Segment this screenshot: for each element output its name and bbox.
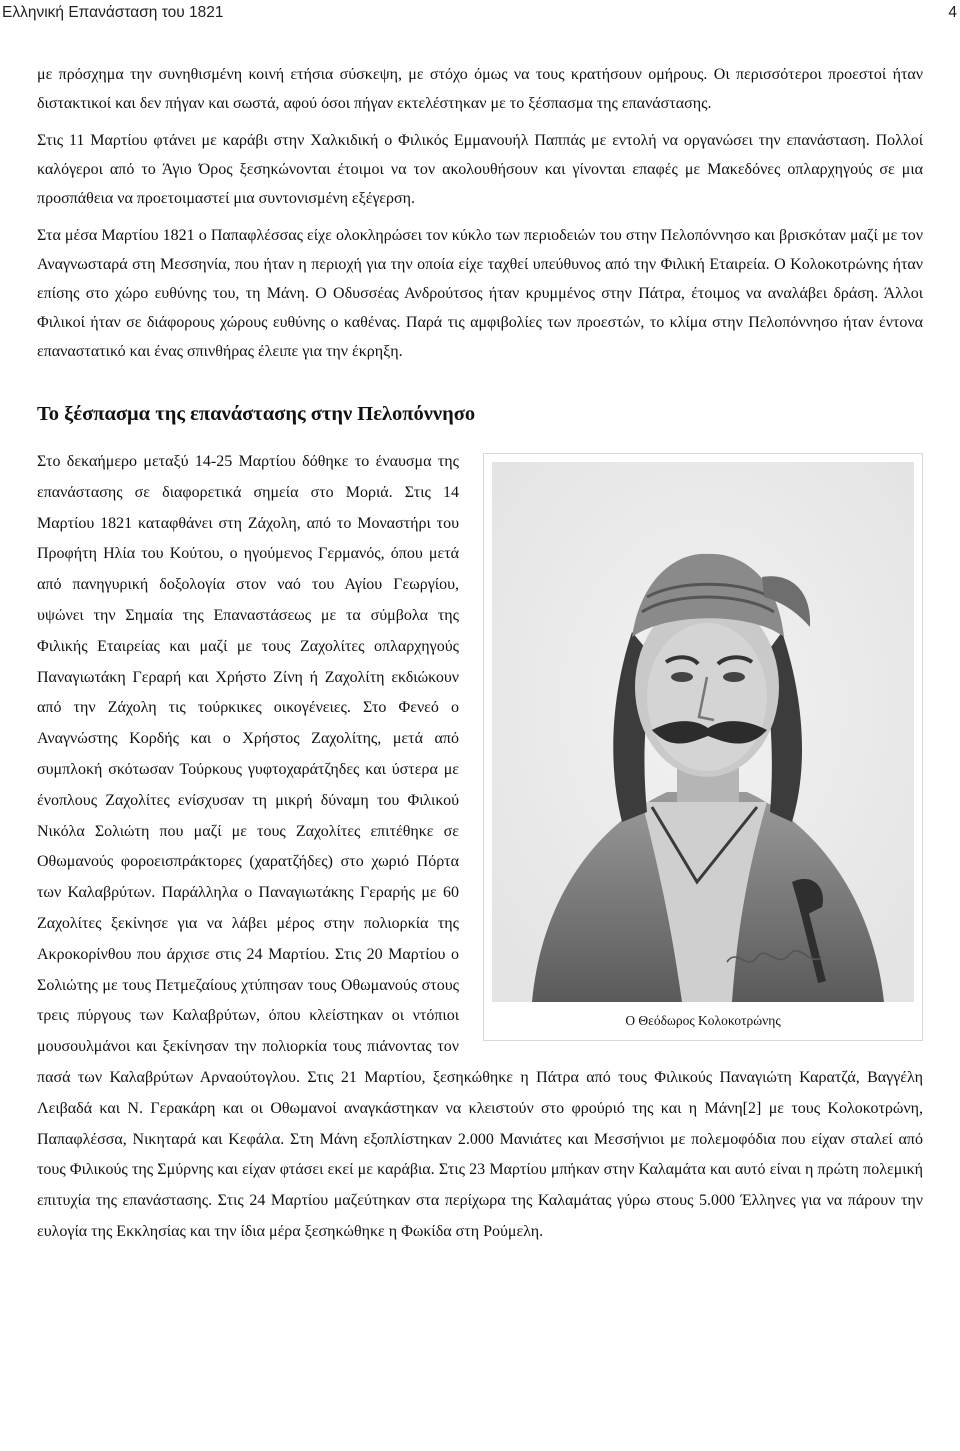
running-title: Ελληνική Επανάσταση του 1821	[2, 4, 224, 21]
page-number: 4	[948, 4, 957, 21]
paragraph-1: με πρόσχημα την συνηθισμένη κοινή ετήσια σύσκεψη, με στόχο όμως να τους κρατήσουν ομήρους. Οι περισσότεροι προεστοί ήταν διστακτικοί και δεν πήγαν και σωστά, αφού όσοι πήγαν εκτελέστηκαν με το ξέσπασμα της επανάστασης.	[37, 66, 923, 112]
page-header	[0, 0, 960, 30]
paragraph-3: Στα μέσα Μαρτίου 1821 ο Παπαφλέσσας είχε ολοκληρώσει τον κύκλο των περιοδειών του στην Πελοπόννησο και βρισκόταν μαζί με τον Αναγνωσταρά στη Μεσσηνία, που ήταν η περιοχή για την οποία είχε ταχθεί υπεύθυνος από την Φιλική Εταιρεία. Ο Κολοκοτρώνης ήταν επίσης στο χώρο ευθύνης του, τη Μάνη. Ο Οδυσσέας Ανδρούτσος ήταν κρυμμένος στην Πάτρα, έτοιμος να αναλάβει δράση. Άλλοι Φιλικοί ήταν σε διάφορους χώρους ευθύνης ο καθένας. Παρά τις αμφιβολίες των προεστών, το κλίμα στην Πελοπόννησο ήταν έντονα επαναστατικό και ένας σπινθήρας έλειπε για την έκρηξη.	[37, 227, 923, 360]
figure-caption: Ο Θεόδωρος Κολοκοτρώνης	[625, 1013, 781, 1028]
section-body: Στο δεκαήμερο μεταξύ 14-25 Μαρτίου δόθηκε το έναυσμα της επανάστασης σε διαφορετικά σημεία στο Μοριά. Στις 14 Μαρτίου 1821 καταφθάνει στη Ζάχολη, από το Μοναστήρι του Προφήτη Ηλία του Κούτου, ο ηγούμενος Γερμανός, όπου μετά από πανηγυρική δοξολογία στον ναό του Αγίου Γεωργίου, υψώνει την Σημαία της Επαναστάσεως με τα σύμβολα της Φιλικής Εταιρείας και μαζί με τους Ζαχολίτες οπλαρχηγούς Παναγιωτάκη Γεραρή και Χρήστο Ζίνη ή Ζαχολίτη εκδιώκουν από την Ζάχολη τις τούρκικες οικογένειες. Στο Φενεό ο Αναγνώστης Κορδής και ο Χρήστος Ζαχολίτης, μετά από συμπλοκή σκότωσαν Τούρκους γυφτοχαράτζηδες και ύστερα με ένοπλους Ζαχολίτες ενίσχυσαν τη μικρή δύναμη του Φιλικού Νικόλα Σολιώτη που μαζί με τους Ζαχολίτες επιτέθηκε σε Οθωμανούς φοροεισπράκτορες (χαρατζήδες) στο χωριό Πόρτα των Καλαβρύτων. Παράλληλα ο Παναγιωτάκης Γεραρής με 60 Ζαχολίτες ξεκίνησε για να λάβει μέρος στην πολιορκία της Ακροκορίνθου που άρχισε στις 24 Μαρτίου. Στις 20 Μαρτίου ο Σολιώτης με τους Πετμεζαίους χτύπησαν τους Οθωμανούς στους τρεις πύργους των Καλαβρύτων, όπου κλείστηκαν οι ντόπιοι μουσουλμάνοι και ξεκίνησαν την πολιορκία τους πιάνοντας τον πασά των Καλαβρύτων Αρναούτογλου. Στις 21 Μαρτίου, ξεσηκώθηκε η Πάτρα από τους Φιλικούς Παναγιώτη Καρατζά, Βαγγέλη Λειβαδά και Ν. Γερακάρη και οι Οθωμανοί αναγκάστηκαν να κλειστούν στο φρούριό της και η Μάνη[2] με τους Κολοκοτρώνη, Παπαφλέσσα, Νικηταρά και Κεφάλα. Στη Μάνη εξοπλίστηκαν 2.000 Μανιάτες και Μεσσήνιοι με πολεμοφόδια που είχαν σταλεί από τους Φιλικούς της Σμύρνης και είχαν φτάσει εκεί με καράβια. Στις 23 Μαρτίου μπήκαν στην Καλαμάτα και αυτό είναι η πρώτη πολεμική επιτυχία της επανάστασης. Στις 24 Μαρτίου μαζεύτηκαν στα περίχωρα της Καλαμάτας γύρω στους 5.000 Έλληνες για να πάρουν την ευλογία της Εκκλησίας και την ίδια μέρα ξεσηκώθηκε η Φωκίδα στη Ρούμελη.	[37, 453, 923, 1240]
paragraph-2: Στις 11 Μαρτίου φτάνει με καράβι στην Χαλκιδική ο Φιλικός Εμμανουήλ Παππάς με εντολή να οργανώσει την επανάσταση. Πολλοί καλόγεροι από το Άγιο Όρος ξεσηκώνονται έτοιμοι να τον ακολουθήσουν και γίνονται επαφές με Μακεδόνες οπλαρχηγούς σε μια προσπάθεια να προετοιμαστεί μια συντονισμένη εξέγερση.	[37, 132, 923, 207]
section-heading: Το ξέσπασμα της επανάστασης στην Πελοπόννησο	[37, 403, 476, 425]
portrait-image	[492, 462, 914, 1002]
portrait-figure	[483, 453, 923, 1041]
page-content	[37, 60, 923, 1256]
